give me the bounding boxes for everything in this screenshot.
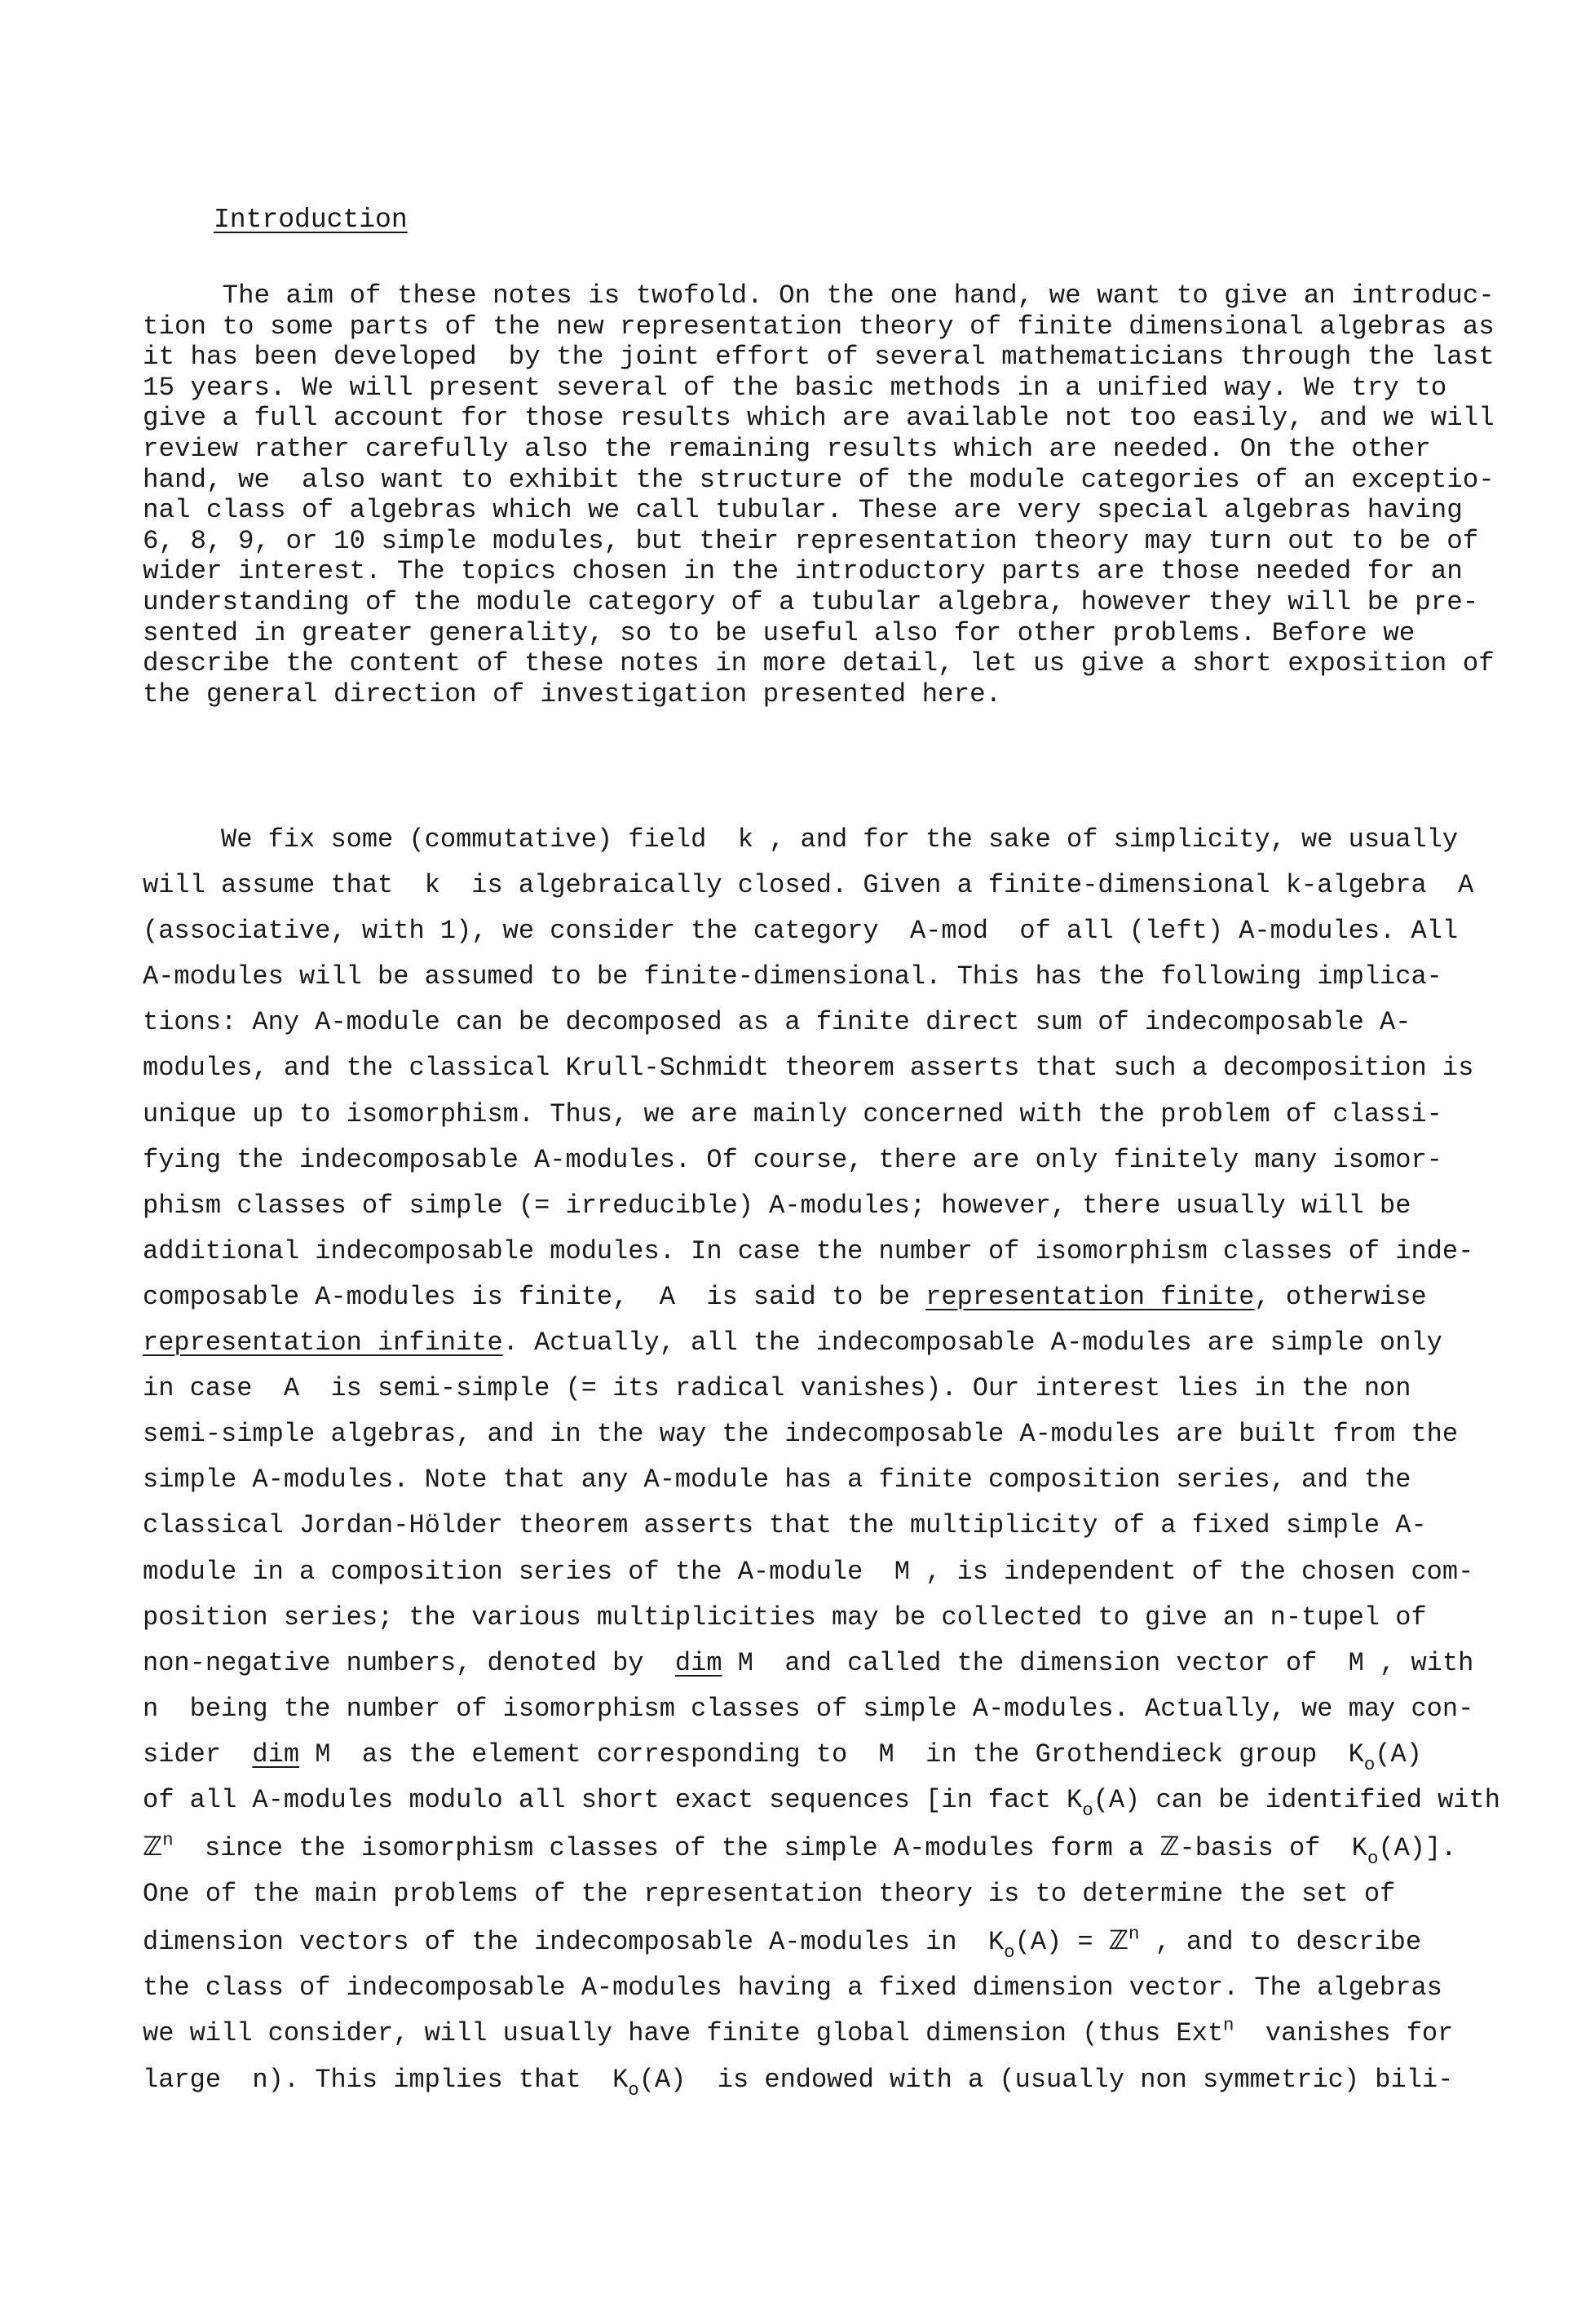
- body-line: classical Jordan-Hölder theorem asserts that the multiplicity of a fixed simple A-: [143, 1510, 1427, 1541]
- body-text: (A) is endowed with a (usually non symmetric) bili-: [638, 2064, 1454, 2095]
- body-text: , otherwise: [1254, 1281, 1427, 1312]
- body-line: in case A is semi-simple (= its radical vanishes). Our interest lies in the non: [143, 1373, 1411, 1404]
- subscript: o: [1082, 1800, 1093, 1822]
- subscript: o: [1367, 1848, 1379, 1870]
- body-line: simple A-modules. Note that any A-module has a finite composition series, and the: [143, 1465, 1411, 1496]
- body-line: will assume that k is algebraically closed. Given a finite-dimensional k-algebra A: [143, 870, 1474, 901]
- body-text: we will consider, will usually have finite global dimension (thus Ext: [143, 2018, 1224, 2049]
- term-representation-infinite: representation infinite: [143, 1328, 503, 1359]
- body-line: the class of indecomposable A-modules having a fixed dimension vector. The algebras: [143, 1973, 1442, 2004]
- body-text: M and called the dimension vector of M , with: [722, 1647, 1474, 1678]
- intro-line: tion to some parts of the new representation theory of finite dimensional algebras as: [143, 311, 1495, 342]
- body-line: [143, 1641, 1474, 1686]
- body-text: large n). This implies that K: [143, 2064, 629, 2095]
- body-text: of all A-modules modulo all short exact sequences [in fact K: [143, 1784, 1083, 1815]
- body-text: , and to describe: [1139, 1927, 1422, 1958]
- body-line: [143, 1275, 1447, 1320]
- intro-line: hand, we also want to exhibit the structure of the module categories of an exceptio-: [143, 464, 1495, 495]
- body-line: We fix some (commutative) field k , and for the sake of simplicity, we usually: [143, 824, 1459, 855]
- body-line: [143, 1732, 1447, 1778]
- body-line: One of the main problems of the representation theory is to determine the set of: [143, 1879, 1396, 1910]
- body-line: unique up to isomorphism. Thus, we are mainly concerned with the problem of classi-: [143, 1098, 1442, 1129]
- body-line: modules, and the classical Krull-Schmidt theorem asserts that such a decomposition is: [143, 1053, 1474, 1084]
- body-line: [143, 1823, 1457, 1871]
- body-text: sider: [143, 1739, 253, 1770]
- body-text: -basis of K: [1179, 1833, 1367, 1864]
- superscript: n: [1128, 1923, 1140, 1945]
- body-line: A-modules will be assumed to be finite-dimensional. This has the following implica-: [143, 961, 1442, 992]
- body-line: n being the number of isomorphism classes of simple A-modules. Actually, we may con-: [143, 1693, 1474, 1724]
- body-line: [143, 1320, 1447, 1366]
- body-text: vanishes for: [1234, 2018, 1454, 2049]
- intro-line: review rather carefully also the remaining results which are needed. On the other: [143, 433, 1431, 464]
- superscript: n: [162, 1829, 174, 1851]
- body-line: (associative, with 1), we consider the category A-mod of all (left) A-modules. All: [143, 916, 1459, 947]
- body-line: [143, 1778, 1500, 1823]
- body-line: module in a composition series of the A-module M , is independent of the chosen com-: [143, 1556, 1474, 1587]
- intro-paragraph: [143, 281, 1495, 709]
- intro-line: The aim of these notes is twofold. On the one hand, we want to give an introduc-: [143, 281, 1495, 311]
- body-line: semi-simple algebras, and in the way the indecomposable A-modules are built from the: [143, 1419, 1459, 1450]
- body-line: additional indecomposable modules. In case the number of isomorphism classes of inde-: [143, 1235, 1474, 1266]
- body-text: (A) can be identified with: [1093, 1784, 1500, 1815]
- dim-symbol: dim: [674, 1647, 722, 1678]
- subscript: o: [1004, 1942, 1015, 1964]
- integers-symbol: ℤ: [1159, 1831, 1180, 1862]
- intro-line: give a full account for those results which are available not too easily, and we will: [143, 403, 1495, 434]
- subscript: o: [1363, 1753, 1376, 1775]
- body-text: M as the element corresponding to M in the Grothendieck group K: [299, 1739, 1364, 1770]
- intro-line: wider interest. The topics chosen in the introductory parts are those needed for an: [143, 556, 1463, 587]
- intro-line: 6, 8, 9, or 10 simple modules, but their representation theory may turn out to be of: [143, 525, 1479, 556]
- intro-line: nal class of algebras which we call tubular. These are very special algebras having: [143, 495, 1463, 526]
- body-text: (A)].: [1378, 1833, 1457, 1864]
- term-representation-finite: representation finite: [925, 1281, 1255, 1312]
- integers-symbol: ℤ: [143, 1831, 163, 1862]
- superscript: n: [1223, 2015, 1234, 2037]
- section-heading: Introduction: [214, 205, 408, 235]
- dim-symbol: dim: [252, 1739, 300, 1770]
- body-line: fying the indecomposable A-modules. Of course, there are only finitely many isomor-: [143, 1144, 1442, 1175]
- body-line: tions: Any A-module can be decomposed as a finite direct sum of indecomposable A-: [143, 1007, 1411, 1038]
- body-text: dimension vectors of the indecomposable A-modules in K: [143, 1927, 1005, 1958]
- body-line: [143, 1917, 1447, 1965]
- subscript: o: [628, 2079, 639, 2101]
- body-line: phism classes of simple (= irreducible) A-modules; however, there usually will be: [143, 1190, 1411, 1221]
- intro-line: it has been developed by the joint effort of several mathematicians through the last: [143, 342, 1495, 373]
- body-line: position series; the various multiplicities may be collected to give an n-tupel of: [143, 1602, 1427, 1633]
- main-paragraph: [143, 817, 1500, 2103]
- body-line: [143, 2011, 1454, 2057]
- body-text: non-negative numbers, denoted by: [143, 1647, 675, 1678]
- body-text: composable A-modules is finite, A is said to be: [143, 1281, 926, 1312]
- body-text: (A): [1375, 1739, 1422, 1770]
- intro-line: understanding of the module category of a tubular algebra, however they will be pre-: [143, 586, 1479, 617]
- intro-line: the general direction of investigation presented here.: [143, 678, 1002, 709]
- intro-line: 15 years. We will present several of the basic methods in a unified way. We try to: [143, 372, 1447, 403]
- body-text: since the isomorphism classes of the simple A-modules form a: [173, 1833, 1160, 1864]
- integers-symbol: ℤ: [1108, 1924, 1128, 1956]
- body-text: . Actually, all the indecomposable A-modules are simple only: [502, 1328, 1442, 1359]
- body-text: (A) =: [1014, 1927, 1109, 1958]
- intro-line: sented in greater generality, so to be useful also for other problems. Before we: [143, 617, 1416, 648]
- body-line: [143, 2057, 1454, 2103]
- intro-line: describe the content of these notes in more detail, let us give a short exposition of: [143, 648, 1495, 679]
